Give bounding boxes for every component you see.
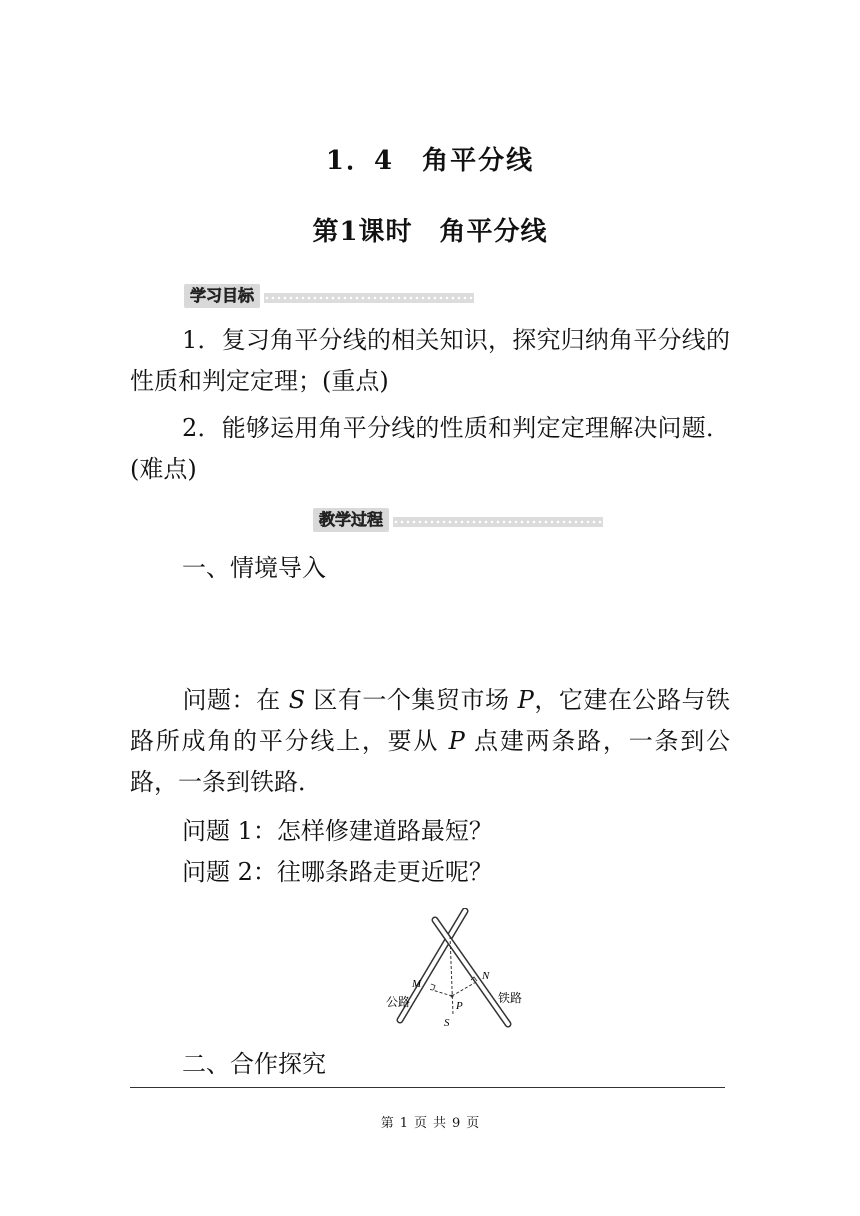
footer-divider — [130, 1087, 725, 1088]
section-heading-1: 一、情境导入 — [182, 554, 326, 582]
perpendicular-to-highway — [429, 989, 452, 996]
label-S: S — [444, 1017, 450, 1029]
page-footer: 第 1 页 共 9 页 — [380, 1116, 480, 1131]
right-angle-mark-M — [431, 984, 435, 990]
objective-item-1: 1．复习角平分线的相关知识，探究归纳角平分线的性质和判定定理；(重点) — [130, 326, 730, 395]
banner-dotted-bar — [393, 517, 603, 527]
label-P: P — [456, 1000, 463, 1012]
problem-statement: 问题：在 S 区有一个集贸市场 P，它建在公路与铁路所成角的平分线上，要从 P 点建两条路，一条到公路，一条到铁路． — [130, 686, 730, 796]
section-heading-2: 二、合作探究 — [182, 1050, 326, 1078]
banner-dotted-bar — [264, 293, 474, 303]
objective-item-2: 2．能够运用角平分线的性质和判定定理解决问题．(难点) — [130, 414, 730, 483]
railway-pole — [435, 920, 508, 1024]
question-2: 问题 2：往哪条路走更近呢？ — [182, 858, 493, 886]
label-railway: 铁路 — [498, 991, 523, 1005]
process-banner — [313, 508, 603, 532]
road-railway-figure — [380, 908, 540, 1038]
objectives-label: 学习目标 — [184, 284, 260, 308]
lesson-subtitle: 第1课时 角平分线 — [312, 217, 548, 247]
label-highway: 公路 — [386, 995, 411, 1009]
point-P — [451, 995, 454, 998]
perpendicular-to-railway — [452, 982, 476, 996]
page-title: 1．4 角平分线 — [325, 146, 535, 176]
objectives-banner — [184, 284, 474, 308]
process-label: 教学过程 — [313, 508, 389, 532]
label-M: M — [412, 978, 422, 990]
label-N: N — [482, 970, 490, 982]
question-1: 问题 1：怎样修建道路最短？ — [182, 817, 493, 845]
